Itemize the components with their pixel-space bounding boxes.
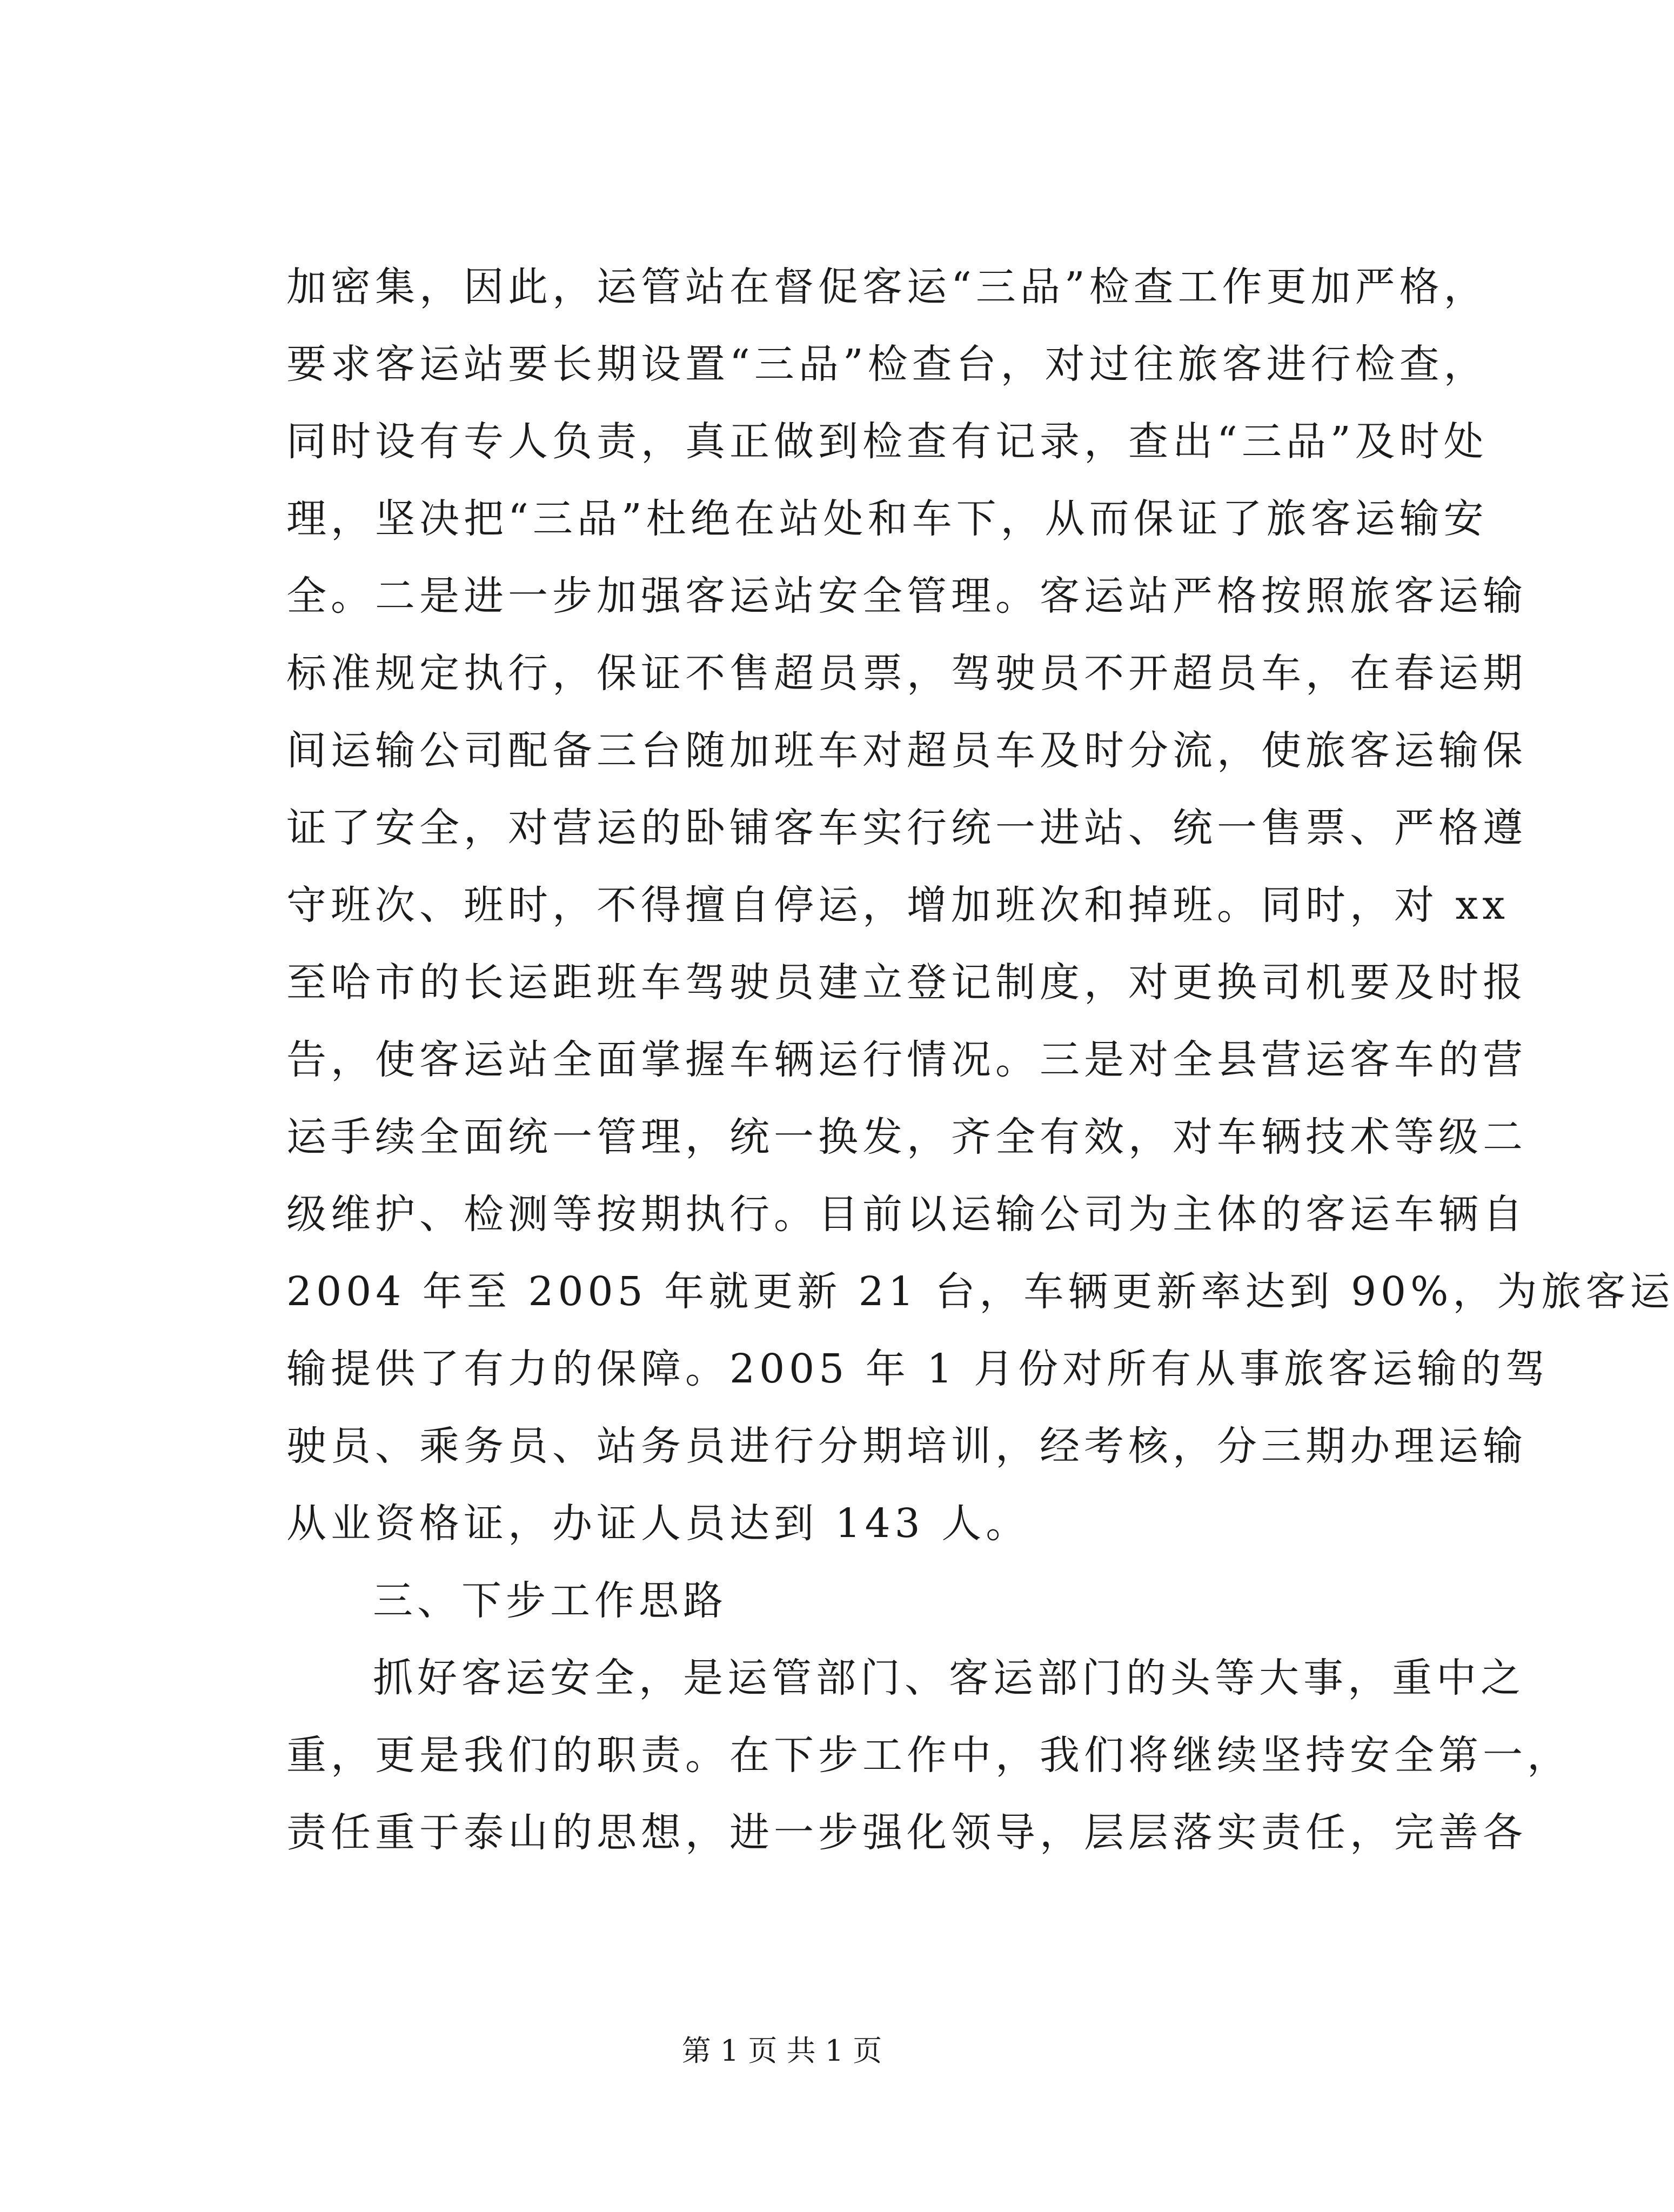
paragraph-line: 输提供了有力的保障。2005 年 1 月份对所有从事旅客运输的驾 — [286, 1346, 1550, 1392]
page-footer — [0, 2032, 1564, 2070]
paragraph-line: 运手续全面统一管理，统一换发，齐全有效，对车辆技术等级二 — [286, 1114, 1527, 1160]
paragraph-line: 理，坚决把“三品”杜绝在站处和车下，从而保证了旅客运输安 — [286, 496, 1488, 542]
paragraph-line: 抓好客运安全，是运管部门、客运部门的头等大事，重中之 — [373, 1655, 1525, 1701]
paragraph-line: 至哈市的长运距班车驾驶员建立登记制度，对更换司机要及时报 — [286, 959, 1527, 1006]
paragraph-line: 同时设有专人负责，真正做到检查有记录，查出“三品”及时处 — [286, 418, 1488, 465]
paragraph-line: 级维护、检测等按期执行。目前以运输公司为主体的客运车辆自 — [286, 1191, 1527, 1238]
paragraph-line: 要求客运站要长期设置“三品”检查台，对过往旅客进行检查， — [286, 341, 1488, 387]
document-body — [286, 249, 1674, 1872]
paragraph-line: 全。二是进一步加强客运站安全管理。客运站严格按照旅客运输 — [286, 573, 1527, 619]
paragraph-line: 证了安全，对营运的卧铺客车实行统一进站、统一售票、严格遵 — [286, 805, 1527, 851]
paragraph-line: 2004 年至 2005 年就更新 21 台，车辆更新率达到 90%，为旅客运 — [286, 1268, 1674, 1315]
page-number: 第 1 页 共 1 页 — [681, 2034, 882, 2068]
paragraph-line: 重，更是我们的职责。在下步工作中，我们将继续坚持安全第一， — [286, 1732, 1571, 1779]
paragraph-line: 责任重于泰山的思想，进一步强化领导，层层落实责任，完善各 — [286, 1809, 1527, 1856]
paragraph-line: 告，使客运站全面掌握车辆运行情况。三是对全县营运客车的营 — [286, 1037, 1527, 1083]
paragraph-line: 加密集，因此，运管站在督促客运“三品”检查工作更加严格， — [286, 264, 1488, 310]
paragraph-line: 驶员、乘务员、站务员进行分期培训，经考核，分三期办理运输 — [286, 1423, 1527, 1469]
paragraph-line: 从业资格证，办证人员达到 143 人。 — [286, 1500, 1030, 1547]
paragraph-line: 守班次、班时，不得擅自停运，增加班次和掉班。同时，对 xx — [286, 882, 1509, 928]
paragraph-line: 标准规定执行，保证不售超员票，驾驶员不开超员车，在春运期 — [286, 650, 1527, 697]
paragraph-line: 间运输公司配备三台随加班车对超员车及时分流，使旅客运输保 — [286, 727, 1527, 774]
section-heading: 三、下步工作思路 — [373, 1578, 727, 1624]
